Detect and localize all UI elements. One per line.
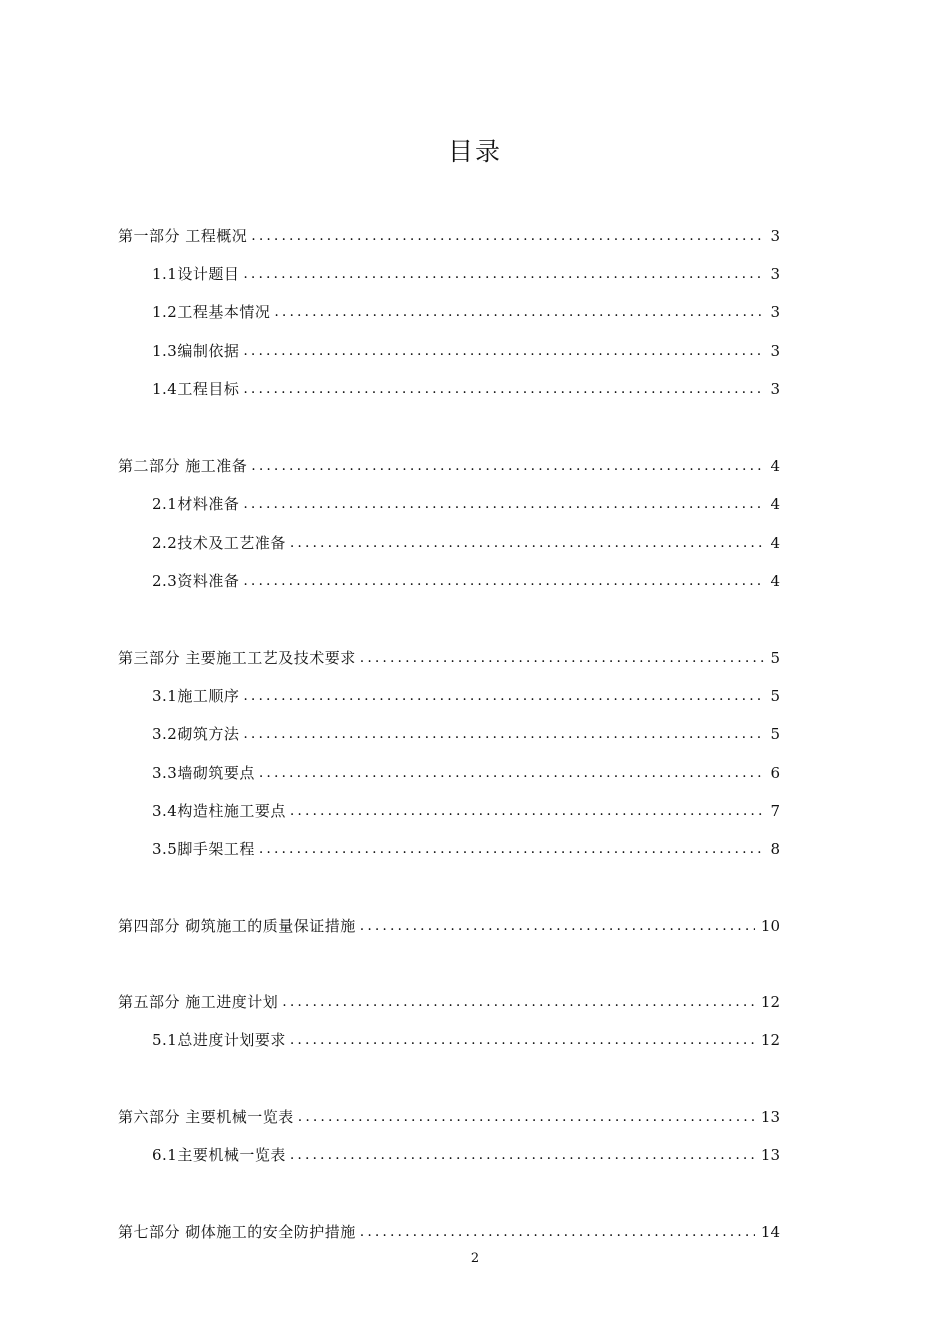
dot-leader bbox=[259, 837, 765, 861]
dot-leader bbox=[282, 990, 755, 1014]
toc-entry-page: 10 bbox=[760, 917, 780, 935]
dot-leader bbox=[243, 492, 764, 516]
toc-entry-part-3[interactable] bbox=[118, 646, 780, 670]
toc-entry-3-2[interactable] bbox=[152, 722, 780, 746]
toc-entry-page: 8 bbox=[770, 840, 780, 858]
toc-entry-part-1[interactable] bbox=[118, 224, 780, 248]
dot-leader bbox=[243, 569, 764, 593]
toc-entry-3-5[interactable] bbox=[152, 837, 780, 861]
toc-entry-label: 第二部分 施工准备 bbox=[118, 457, 248, 475]
toc-entry-label: 第六部分 主要机械一览表 bbox=[118, 1108, 294, 1126]
toc-entry-label: 第四部分 砌筑施工的质量保证措施 bbox=[118, 917, 356, 935]
toc-entry-page: 13 bbox=[760, 1108, 780, 1126]
dot-leader bbox=[251, 224, 764, 248]
toc-entry-part-2[interactable] bbox=[118, 454, 780, 478]
toc-entry-label: 第五部分 施工进度计划 bbox=[118, 993, 279, 1011]
toc-entry-part-6[interactable] bbox=[118, 1105, 780, 1129]
dot-leader bbox=[290, 531, 765, 555]
toc-entry-label: 2.1材料准备 bbox=[152, 495, 240, 513]
dot-leader bbox=[298, 1105, 755, 1129]
toc-entry-3-1[interactable] bbox=[152, 684, 780, 708]
toc-entry-label: 第七部分 砌体施工的安全防护措施 bbox=[118, 1223, 356, 1241]
toc-entry-page: 3 bbox=[770, 380, 780, 398]
toc-entry-label: 3.5脚手架工程 bbox=[152, 840, 255, 858]
toc-entry-label: 3.1施工顺序 bbox=[152, 687, 240, 705]
dot-leader bbox=[243, 722, 764, 746]
toc-entry-label: 6.1主要机械一览表 bbox=[152, 1146, 286, 1164]
page-number: 2 bbox=[470, 1251, 480, 1266]
toc-entry-5-1[interactable] bbox=[152, 1028, 780, 1052]
toc-entry-page: 5 bbox=[770, 687, 780, 705]
toc-entry-label: 3.4构造柱施工要点 bbox=[152, 802, 286, 820]
toc-entry-1-4[interactable] bbox=[152, 377, 780, 401]
dot-leader bbox=[360, 646, 765, 670]
toc-entry-page: 3 bbox=[770, 303, 780, 321]
toc-entry-label: 5.1总进度计划要求 bbox=[152, 1031, 286, 1049]
toc-entry-page: 4 bbox=[770, 457, 780, 475]
toc-entry-part-5[interactable] bbox=[118, 990, 780, 1014]
toc-entry-page: 3 bbox=[770, 227, 780, 245]
toc-entry-page: 14 bbox=[760, 1223, 780, 1241]
dot-leader bbox=[243, 262, 764, 286]
dot-leader bbox=[251, 454, 764, 478]
toc-entry-page: 12 bbox=[760, 993, 780, 1011]
dot-leader bbox=[290, 1143, 755, 1167]
dot-leader bbox=[259, 761, 765, 785]
toc-entry-page: 7 bbox=[770, 802, 780, 820]
dot-leader bbox=[290, 1028, 755, 1052]
toc-entry-label: 1.4工程目标 bbox=[152, 380, 240, 398]
toc-entry-label: 2.3资料准备 bbox=[152, 572, 240, 590]
toc-entry-label: 3.3墙砌筑要点 bbox=[152, 764, 255, 782]
toc-entry-label: 2.2技术及工艺准备 bbox=[152, 534, 286, 552]
toc-entry-page: 4 bbox=[770, 534, 780, 552]
toc-entry-label: 1.3编制依据 bbox=[152, 342, 240, 360]
dot-leader bbox=[243, 339, 764, 363]
toc-entry-page: 4 bbox=[770, 495, 780, 513]
dot-leader bbox=[243, 684, 764, 708]
dot-leader bbox=[290, 799, 765, 823]
toc-entry-2-1[interactable] bbox=[152, 492, 780, 516]
toc-entry-3-4[interactable] bbox=[152, 799, 780, 823]
toc-entry-2-2[interactable] bbox=[152, 531, 780, 555]
toc-entry-label: 1.1设计题目 bbox=[152, 265, 240, 283]
toc-entry-part-7[interactable] bbox=[118, 1220, 780, 1244]
toc-entry-label: 第一部分 工程概况 bbox=[118, 227, 248, 245]
toc-entry-page: 3 bbox=[770, 342, 780, 360]
toc-entry-page: 5 bbox=[770, 725, 780, 743]
dot-leader bbox=[274, 300, 764, 324]
toc-entry-part-4[interactable] bbox=[118, 914, 780, 938]
dot-leader bbox=[243, 377, 764, 401]
toc-entry-1-2[interactable] bbox=[152, 300, 780, 324]
toc-entry-page: 3 bbox=[770, 265, 780, 283]
toc-entry-1-1[interactable] bbox=[152, 262, 780, 286]
toc-entry-page: 5 bbox=[770, 649, 780, 667]
toc-entry-3-3[interactable] bbox=[152, 761, 780, 785]
toc-entry-page: 4 bbox=[770, 572, 780, 590]
toc-entry-label: 第三部分 主要施工工艺及技术要求 bbox=[118, 649, 356, 667]
toc-entry-label: 1.2工程基本情况 bbox=[152, 303, 271, 321]
dot-leader bbox=[360, 1220, 755, 1244]
dot-leader bbox=[360, 914, 755, 938]
page-title: 目录 bbox=[447, 137, 502, 166]
toc-entry-label: 3.2砌筑方法 bbox=[152, 725, 240, 743]
toc-entry-1-3[interactable] bbox=[152, 339, 780, 363]
toc-entry-page: 12 bbox=[760, 1031, 780, 1049]
toc-entry-2-3[interactable] bbox=[152, 569, 780, 593]
toc-entry-6-1[interactable] bbox=[152, 1143, 780, 1167]
toc-entry-page: 6 bbox=[770, 764, 780, 782]
toc-entry-page: 13 bbox=[760, 1146, 780, 1164]
